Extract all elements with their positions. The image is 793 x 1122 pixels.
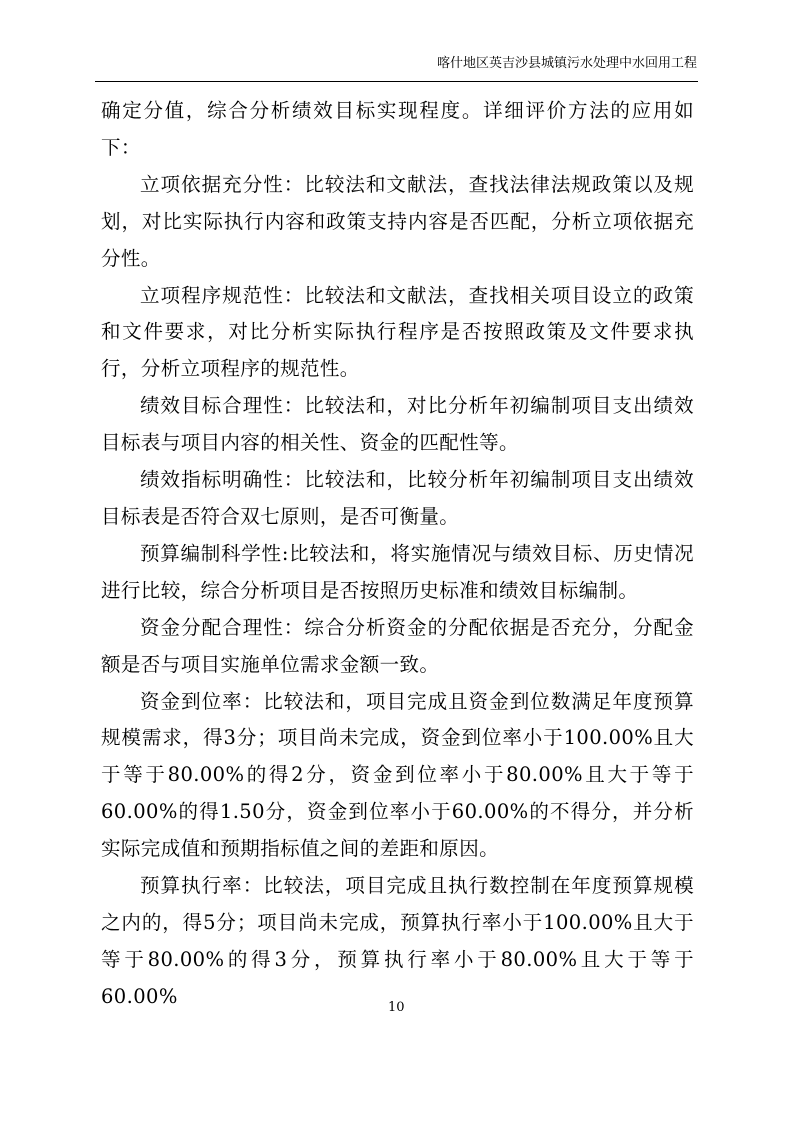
header-divider bbox=[95, 81, 698, 82]
paragraph-fund-allocation-rationality: 资金分配合理性：综合分析资金的分配依据是否充分，分配金额是否与项目实施单位需求金额一致。 bbox=[101, 615, 694, 676]
paragraph-budget-execution-rate: 预算执行率：比较法，项目完成且执行数控制在年度预算规模之内的，得5分；项目尚未完成，预算执行率小于100.00%且大于等于80.00%的得3分，预算执行率小于80.00%且大于等于60.00% bbox=[101, 874, 694, 1008]
paragraph-performance-goal-rationality: 绩效目标合理性：比较法和，对比分析年初编制项目支出绩效目标表与项目内容的相关性、资金的匹配性等。 bbox=[101, 394, 694, 455]
paragraph-budget-preparation-scientific: 预算编制科学性:比较法和，将实施情况与绩效目标、历史情况进行比较，综合分析项目是否按照历史标准和绩效目标编制。 bbox=[101, 541, 694, 602]
paragraph-project-procedure-standard: 立项程序规范性：比较法和文献法，查找相关项目设立的政策和文件要求，对比分析实际执行程序是否按照政策及文件要求执行，分析立项程序的规范性。 bbox=[101, 283, 694, 381]
document-body bbox=[101, 93, 694, 1016]
paragraph-performance-indicator-clarity: 绩效指标明确性：比较法和，比较分析年初编制项目支出绩效目标表是否符合双七原则，是否可衡量。 bbox=[101, 468, 694, 528]
running-header-title: 喀什地区英吉沙县城镇污水处理中水回用工程 bbox=[436, 56, 697, 71]
paragraph-project-basis-sufficiency: 立项依据充分性：比较法和文献法，查找法律法规政策以及规划，对比实际执行内容和政策支持内容是否匹配，分析立项依据充分性。 bbox=[101, 172, 694, 270]
page-number: 10 bbox=[388, 1000, 405, 1015]
paragraph-fund-arrival-rate: 资金到位率：比较法和，项目完成且资金到位数满足年度预算规模需求，得3分；项目尚未完成，资金到位率小于100.00%且大于等于80.00%的得2分，资金到位率小于80.00%且大于等于60.00%的得1.50分，资金到位率小于60.00%的不得分，并分析实际完成值和预期指标值之间的差距和原因。 bbox=[101, 689, 694, 861]
paragraph-evaluation-intro: 确定分值，综合分析绩效目标实现程度。详细评价方法的应用如下： bbox=[101, 99, 694, 159]
